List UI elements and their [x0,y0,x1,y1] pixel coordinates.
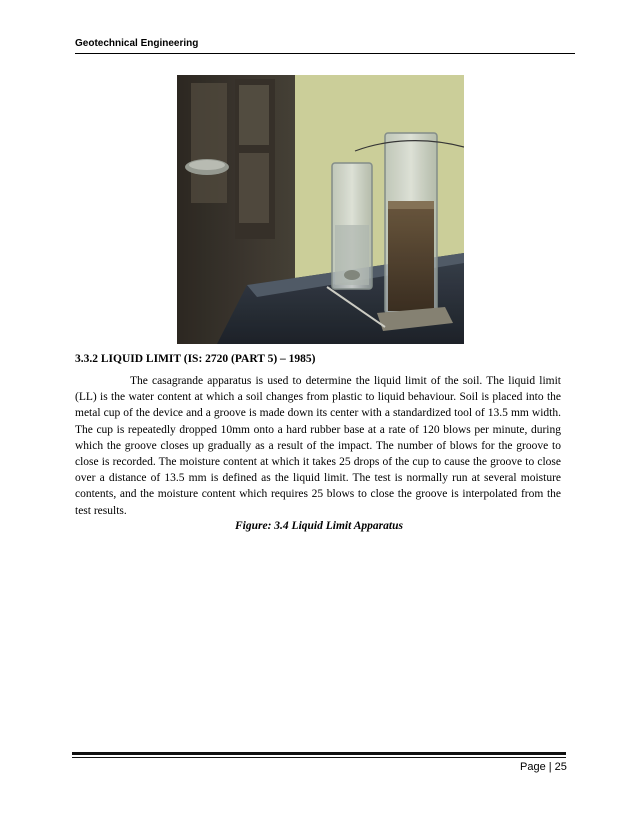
footer-divider-thin [72,757,566,758]
apparatus-photo [177,75,464,344]
page-number: Page | 25 [520,761,567,773]
header-divider [75,53,575,54]
running-header: Geotechnical Engineering [75,38,199,49]
figure-caption: Figure: 3.4 Liquid Limit Apparatus [235,520,403,532]
section-heading: 3.3.2 LIQUID LIMIT (IS: 2720 (PART 5) – 1985) [75,353,316,365]
footer-divider [72,752,566,755]
body-paragraph: The casagrande apparatus is used to determine the liquid limit of the soil. The liquid limit (LL) is the water content at which a soil changes from plastic to liquid behaviour. Soil is placed into the metal cup of the device and a groove is made down its center with a standardized tool of 13.5 mm width. The cup is repeatedly dropped 10mm onto a hard rubber base at a rate of 120 blows per minute, during which the groove closes up gradually as a result of the impact. The number of blows for the groove to close is recorded. The moisture content at which it takes 25 drops of the cup to cause the groove to close over a distance of 13.5 mm is defined as the liquid limit. The test is normally run at several moisture contents, and the moisture content which requires 25 blows to close the groove is interpolated from the test results. [75,375,561,517]
